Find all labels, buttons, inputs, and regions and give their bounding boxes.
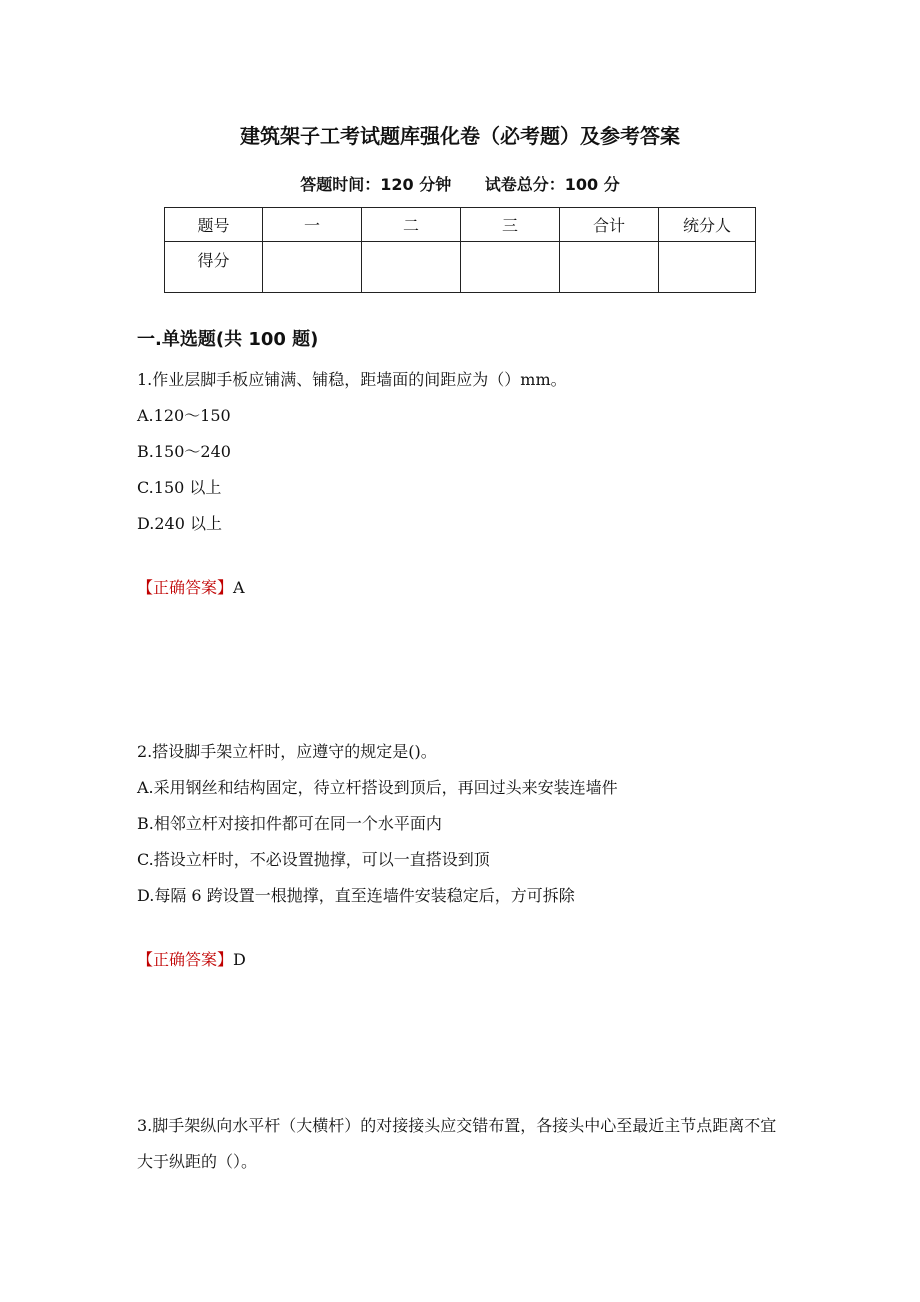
score-header-cell: 统分人 bbox=[659, 208, 756, 242]
exam-total: 试卷总分：100 分 bbox=[484, 175, 620, 194]
correct-answer bbox=[137, 570, 787, 606]
score-header-cell: 二 bbox=[362, 208, 461, 242]
score-cell bbox=[263, 242, 362, 293]
question-stem: 1.作业层脚手板应铺满、铺稳，距墙面的间距应为（）mm。 bbox=[137, 370, 567, 389]
document-title: 建筑架子工考试题库强化卷（必考题）及参考答案 bbox=[240, 124, 680, 148]
question-1 bbox=[137, 362, 787, 606]
answer-value: D bbox=[233, 950, 246, 969]
score-table-header-row bbox=[165, 208, 756, 242]
score-cell bbox=[560, 242, 659, 293]
score-table-score-row bbox=[165, 242, 756, 293]
score-header-cell: 三 bbox=[461, 208, 560, 242]
score-cell bbox=[659, 242, 756, 293]
question-stem: 2.搭设脚手架立杆时，应遵守的规定是()。 bbox=[137, 742, 437, 761]
score-header-cell: 一 bbox=[263, 208, 362, 242]
score-table bbox=[164, 207, 756, 293]
score-header-cell: 合计 bbox=[560, 208, 659, 242]
correct-answer bbox=[137, 942, 787, 978]
score-cell bbox=[362, 242, 461, 293]
answer-label: 【正确答案】 bbox=[137, 578, 234, 597]
exam-time: 答题时间：120 分钟 bbox=[300, 175, 452, 194]
answer-label: 【正确答案】 bbox=[137, 950, 234, 969]
option-c: C.搭设立杆时，不必设置抛撑，可以一直搭设到顶 bbox=[137, 850, 490, 869]
question-3 bbox=[137, 1108, 787, 1180]
question-2 bbox=[137, 734, 787, 978]
section-heading: 一.单选题(共 100 题) bbox=[137, 329, 319, 350]
exam-meta bbox=[0, 172, 920, 195]
option-b: B.相邻立杆对接扣件都可在同一个水平面内 bbox=[137, 814, 442, 833]
score-header-cell: 题号 bbox=[165, 208, 263, 242]
option-a: A.采用钢丝和结构固定，待立杆搭设到顶后，再回过头来安装连墙件 bbox=[137, 778, 618, 797]
option-d: D.240 以上 bbox=[137, 514, 222, 533]
option-b: B.150～240 bbox=[137, 442, 231, 461]
option-d: D.每隔 6 跨设置一根抛撑，直至连墙件安装稳定后，方可拆除 bbox=[137, 886, 575, 905]
score-cell bbox=[461, 242, 560, 293]
score-row-label: 得分 bbox=[165, 242, 263, 293]
question-stem: 3.脚手架纵向水平杆（大横杆）的对接接头应交错布置，各接头中心至最近主节点距离不宜大于纵距的（）。 bbox=[137, 1116, 777, 1171]
option-a: A.120～150 bbox=[137, 406, 231, 425]
answer-value: A bbox=[233, 578, 245, 597]
option-c: C.150 以上 bbox=[137, 478, 222, 497]
